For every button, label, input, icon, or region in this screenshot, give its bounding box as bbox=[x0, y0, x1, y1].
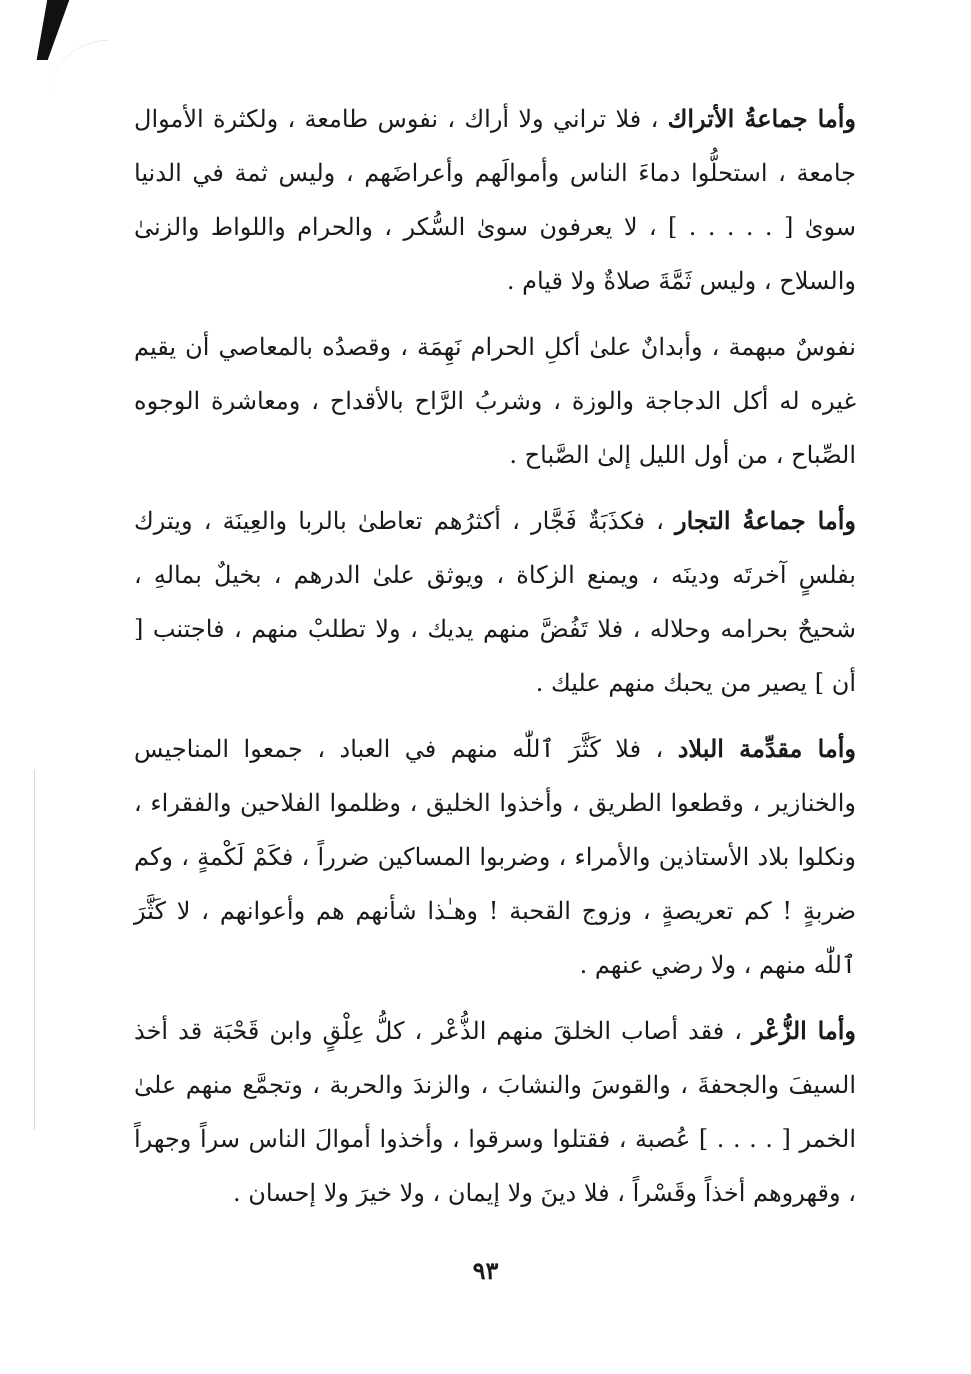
paragraph-lead: وأما مقدِّمة البلاد bbox=[677, 734, 857, 763]
paragraph-souls bbox=[134, 320, 856, 482]
paragraph-text: ، فلا تراني ولا أراك ، نفوس طامعة ، ولكثرة الأموال جامعة ، استحلُّوا دماءَ الناس وأموالَهم وأعراضَهم ، وليس ثمة في الدنيا سوىٰ [ . . . . . ] ، لا يعرفون سوىٰ السُّكر ، والحرام واللواط والزنىٰ والسلاح ، وليس ثَمَّةَ صلاةٌ ولا قيام . bbox=[134, 105, 856, 295]
paragraph-zuar bbox=[134, 1004, 856, 1220]
paragraph-lead: وأما الزُّعْر bbox=[752, 1016, 856, 1045]
paragraph-text: ، فلا كَثَّرَ ٱللّٰه منهم في العباد ، جمعوا المناجيس والخنازير ، وقطعوا الطريق ، وأخذوا الخليق ، وظلموا الفلاحين والفقراء ، ونكلوا بلاد الأستاذين والأمراء ، وضربوا المساكين ضرراً ، فكَمْ لَكْمةٍ ، وكم ضربةٍ ! كم تعريصةٍ ، وزوج القحبة ! وهـٰذا شأنهم هم وأعوانهم ، لا كَثَّرَ ٱللّٰه منهم ، ولا رضي عنهم . bbox=[134, 735, 856, 979]
paragraph-text: ، فكذَبَةٌ فَجَّار ، أكثرُهم تعاطىٰ بالربا والعِينَة ، ويترك بفلسٍ آخرتَه ودينَه ، ويمنع الزكاة ، ويوثق علىٰ الدرهم ، بخيلٌ بمالهِ ، شحيحٌ بحرامه وحلاله ، فلا تَفُضَّ منهم يديك ، ولا تطلبْ منهم ، فاجتنب [ أن ] يصير من يحبك منهم عليك . bbox=[134, 507, 856, 697]
page-number: ٩٣ bbox=[472, 1256, 499, 1285]
paragraph-text: ، فقد أصاب الخلقَ منهم الذُّعْر ، كلُّ عِلْقٍ وابن قَحْبَة قد أخذ السيفَ والجحفةَ ، والقوسَ والنشابَ ، والزندَ والحربة ، وتجمَّع منهم علىٰ الخمر [ . . . . ] عُصبة ، فقتلوا وسرقوا ، وأخذوا أموالَ الناس سراً وجهراً ، وقهروهم أخذاً وقَسْراً ، فلا دينَ ولا إيمان ، ولا خيرَ ولا إحسان . bbox=[134, 1017, 856, 1207]
paragraph-merchants bbox=[134, 494, 856, 710]
paragraph-leaders bbox=[134, 722, 856, 992]
paragraph-text: نفوسٌ مبهمة ، وأبدانٌ علىٰ أكلِ الحرام نَهِمَة ، وقصدُه بالمعاصي أن يقيم غيره له أكل الدجاجة والوزة ، وشربُ الرَّاح بالأقداح ، ومعاشرة الوجوه الصِّباح ، من أول الليل إلىٰ الصَّباح . bbox=[134, 333, 856, 469]
paragraph-lead: وأما جماعةُ الأتراك bbox=[667, 104, 856, 133]
page-body bbox=[134, 92, 856, 1220]
scan-artifact-line bbox=[34, 770, 35, 1130]
paragraph-lead: وأما جماعةُ التجار bbox=[674, 506, 856, 535]
paragraph-turks bbox=[134, 92, 856, 308]
page-corner-mark bbox=[37, 0, 70, 60]
